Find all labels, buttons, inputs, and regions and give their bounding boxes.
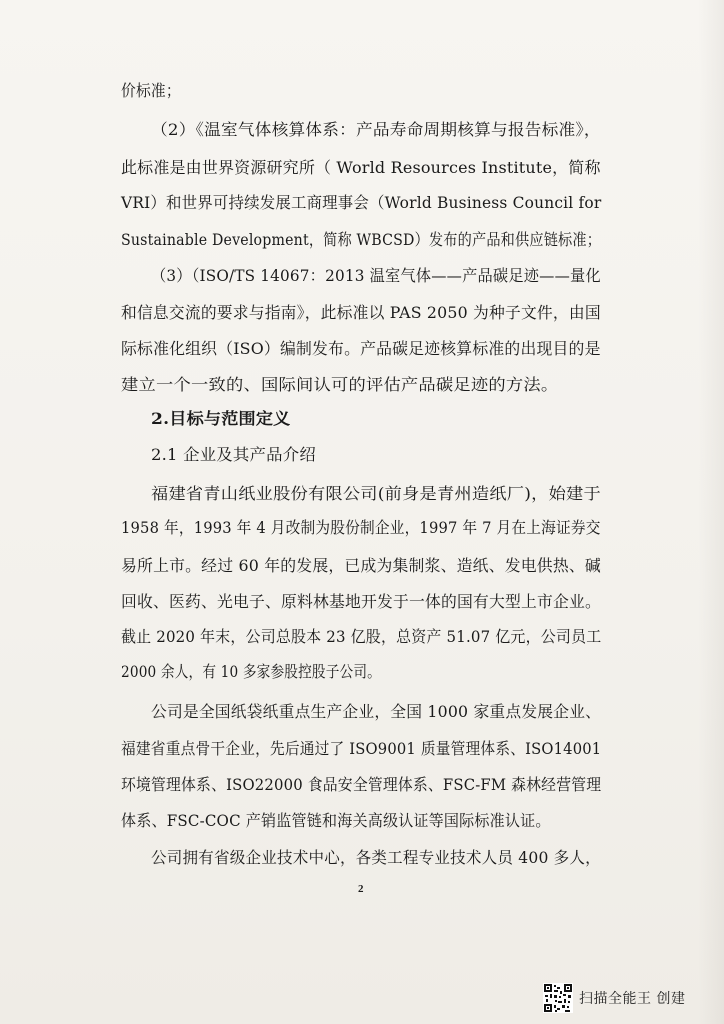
section-heading: 2.目标与范围定义: [151, 409, 291, 428]
text-line: 易所上市。经过 60 年的发展，已成为集制浆、造纸、发电供热、碱: [121, 556, 601, 575]
text-line: 公司是全国纸袋纸重点生产企业，全国 1000 家重点发展企业、: [151, 702, 602, 721]
text-line: 2000 余人，有 10 多家参股控股子公司。: [121, 662, 381, 681]
text-line: 福建省青山纸业股份有限公司(前身是青州造纸厂)，始建于: [151, 484, 601, 503]
text-line: VRI）和世界可持续发展工商理事会（World Business Council for: [121, 193, 602, 212]
text-line: 际标准化组织（ISO）编制发布。产品碳足迹核算标准的出现目的是: [121, 339, 601, 358]
text-line: （2）《温室气体核算体系：产品寿命周期核算与报告标准》，: [151, 120, 601, 139]
text-line: 体系、FSC-COC 产销监管链和海关高级认证等国际标准认证。: [121, 811, 551, 830]
scan-edge-shadow: [698, 0, 724, 1024]
text-line: （3）（ISO/TS 14067：2013 温室气体——产品碳足迹——量化: [151, 266, 601, 285]
qr-code-icon: [543, 983, 573, 1013]
scanner-watermark: [543, 983, 685, 1013]
text-line: 环境管理体系、ISO22000 食品安全管理体系、FSC-FM 森林经营管理: [121, 775, 602, 794]
subsection-heading: 2.1 企业及其产品介绍: [151, 445, 316, 464]
text-line: 回收、医药、光电子、原料林基地开发于一体的国有大型上市企业。: [121, 592, 602, 611]
text-line: 此标准是由世界资源研究所（ World Resources Institute，简称: [121, 158, 601, 177]
text-line: 和信息交流的要求与指南》，此标准以 PAS 2050 为种子文件，由国: [121, 303, 601, 322]
text-line: Sustainable Development，简称 WBCSD）发布的产品和供应链标准；: [121, 230, 602, 249]
text-line: 价标准；: [121, 81, 181, 100]
text-line: 截止 2020 年末，公司总股本 23 亿股，总资产 51.07 亿元，公司员工: [121, 627, 602, 646]
page-number: 2: [358, 883, 364, 895]
text-line: 福建省重点骨干企业，先后通过了 ISO9001 质量管理体系、ISO14001: [121, 739, 602, 758]
text-line: 公司拥有省级企业技术中心，各类工程专业技术人员 400 多人，: [151, 848, 601, 867]
text-line: 1958 年，1993 年 4 月改制为股份制企业，1997 年 7 月在上海证券交: [121, 518, 601, 537]
text-line: 建立一个一致的、国际间认可的评估产品碳足迹的方法。: [121, 375, 559, 394]
watermark-text: 扫描全能王 创建: [579, 991, 686, 1007]
